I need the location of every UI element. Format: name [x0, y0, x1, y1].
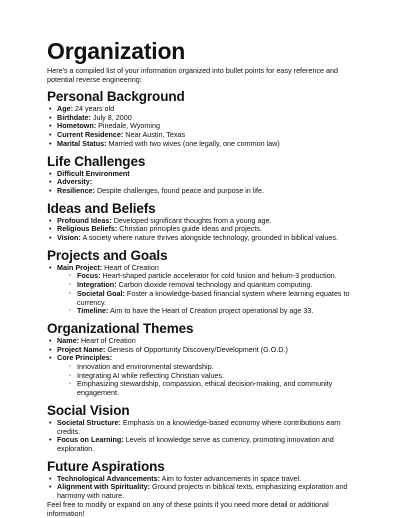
item-label: Technological Advancements: — [57, 473, 161, 483]
section-heading-organizational-themes: Organizational Themes — [47, 320, 194, 336]
item-text: Aim to have the Heart of Creation project operational by age 33. — [108, 306, 314, 316]
item-label: Current Residence: — [57, 130, 124, 140]
item-text: Levels of knowledge serve as currency, promoting innovation and exploration. — [57, 435, 334, 453]
sub-list-item: ◦ Innovation and environmental stewardship. — [57, 363, 360, 372]
item-text: Heart of Creation — [78, 335, 136, 345]
item-label: Societal Goal: — [77, 288, 125, 298]
item-label: Core Principles: — [57, 353, 113, 363]
item-text: Near Austin, Texas — [123, 130, 186, 140]
item-text: Pinedale, Wyoming — [96, 121, 160, 131]
item-label: Profound Ideas: — [57, 215, 112, 225]
item-label: Vision: — [57, 233, 81, 243]
item-text: Carbon dioxide removal technology and quantum computing. — [116, 280, 313, 290]
item-text: 24 years old — [72, 104, 115, 113]
ideas-and-beliefs-list — [47, 217, 360, 243]
item-label: Alignment with Spirituality: — [57, 482, 151, 492]
section-heading-future-aspirations: Future Aspirations — [47, 458, 165, 474]
item-label: Project Name: — [57, 344, 106, 354]
item-label: Resilience: — [57, 185, 95, 195]
closing-paragraph: Feel free to modify or expand on any of these points if you need more detail or additional information! — [47, 499, 329, 518]
life-challenges-list — [47, 170, 360, 196]
organizational-themes-list — [47, 337, 360, 398]
item-text: Emphasis on a knowledge-based economy where contributions earn credits. — [57, 417, 341, 436]
section-heading-social-vision: Social Vision — [47, 402, 130, 418]
personal-background-list — [47, 105, 360, 149]
item-label: Timeline: — [77, 306, 109, 316]
list-item — [47, 187, 360, 196]
sub-list-item — [57, 290, 360, 307]
list-item — [47, 170, 360, 179]
item-label: Main Project: — [57, 262, 103, 272]
item-text: Aim to foster advancements in space travel. — [160, 473, 302, 483]
item-label: Marital Status: — [57, 138, 107, 148]
item-text: Developed significant thoughts from a young age. — [111, 215, 272, 225]
intro-paragraph: Here's a compiled list of your information organized into bullet points for easy reference and potential reverse engineering: — [47, 66, 339, 84]
list-item — [47, 483, 360, 500]
item-text: Heart-shaped particle accelerator for cold fusion and helium-3 production. — [100, 271, 337, 281]
item-label: Integration: — [77, 280, 117, 290]
item-label: Hometown: — [57, 121, 97, 131]
section-heading-ideas-and-beliefs: Ideas and Beliefs — [47, 200, 156, 216]
section-heading-projects-and-goals: Projects and Goals — [47, 247, 168, 263]
sub-list-item: ◦ Emphasizing stewardship, compassion, ethical decision-making, and community engagement. — [57, 380, 360, 397]
list-item — [47, 354, 360, 398]
item-label: Name: — [57, 335, 79, 345]
item-text: Despite challenges, found peace and purpose in life. — [94, 185, 264, 195]
item-label: Birthdate: — [57, 112, 91, 122]
item-text: Heart of Creation — [102, 262, 159, 272]
future-aspirations-list — [47, 475, 360, 501]
item-text: Married with two wives (one legally, one common law) — [106, 138, 280, 148]
item-label: Focus: — [77, 271, 101, 281]
item-text: Genesis of Opportunity Discovery/Development (G.O.D.) — [105, 344, 288, 354]
sub-list-item: ◦ Integrating AI while reflecting Christian values. — [57, 372, 360, 381]
item-label: Adversity: — [57, 177, 93, 187]
social-vision-list — [47, 419, 360, 454]
core-principles-sublist — [57, 363, 360, 398]
item-label: Age: — [57, 104, 73, 113]
list-item — [47, 140, 360, 149]
section-heading-personal-background: Personal Background — [47, 89, 185, 104]
item-label: Difficult Environment — [57, 168, 130, 178]
item-text: Ground projects in biblical texts, emphasizing exploration and harmony with nature. — [57, 482, 348, 501]
list-item — [47, 419, 360, 436]
item-text: July 8, 2000 — [90, 112, 132, 122]
list-item — [47, 234, 360, 243]
projects-sublist — [57, 272, 360, 316]
projects-and-goals-list — [47, 264, 360, 316]
item-text: A society where nature thrives alongside technology, grounded in biblical values. — [80, 233, 339, 243]
list-item — [47, 436, 360, 453]
item-label: Focus on Learning: — [57, 435, 124, 445]
list-item — [47, 264, 360, 316]
section-heading-life-challenges: Life Challenges — [47, 153, 146, 169]
item-label: Religious Beliefs: — [57, 224, 118, 234]
page-title: Organization — [47, 38, 186, 64]
item-text: Christian principles guide ideas and projects. — [117, 224, 262, 234]
item-label: Societal Structure: — [57, 417, 121, 427]
sub-list-item — [57, 307, 360, 316]
item-text: Foster a knowledge-based financial system where learning equates to currency. — [77, 288, 350, 307]
